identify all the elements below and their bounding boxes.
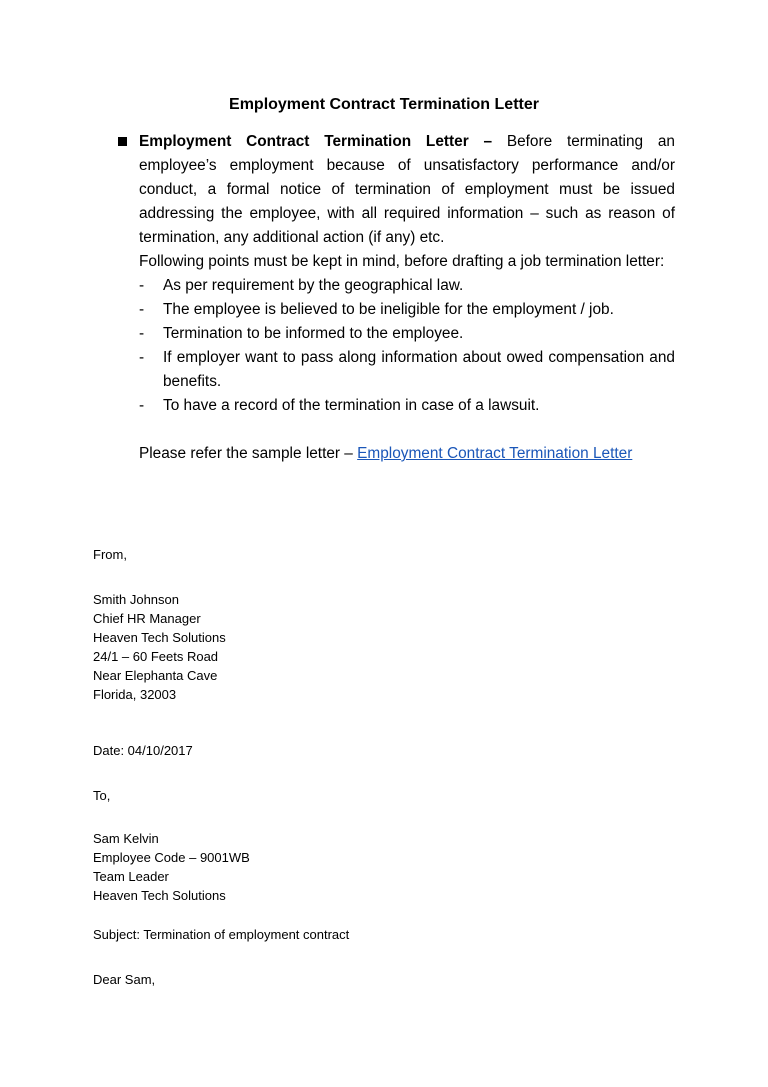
refer-text: Please refer the sample letter – — [139, 445, 358, 462]
letter-date: Date: 04/10/2017 — [93, 743, 193, 758]
point-text: To have a record of the termination in case of a lawsuit. — [163, 397, 540, 414]
dash-marker: - — [139, 277, 145, 294]
points-intro: Following points must be kept in mind, before drafting a job termination letter: — [139, 253, 665, 270]
from-label: From, — [93, 547, 127, 562]
list-item — [139, 346, 675, 394]
square-bullet-icon — [118, 137, 127, 146]
list-item — [139, 298, 675, 322]
point-text: As per requirement by the geographical law. — [163, 277, 464, 294]
recipient-code: Employee Code – 9001WB — [93, 850, 250, 865]
to-label: To, — [93, 788, 111, 803]
sample-letter-link[interactable]: Employment Contract Termination Letter — [357, 445, 633, 462]
recipient-title: Team Leader — [93, 869, 169, 884]
document-title: Employment Contract Termination Letter — [229, 96, 539, 113]
intro-paragraph — [139, 130, 675, 250]
recipient-name: Sam Kelvin — [93, 831, 159, 846]
intro-lead: Employment Contract Termination Letter – — [139, 133, 493, 150]
points-list — [139, 274, 675, 418]
recipient-address-block — [93, 829, 250, 905]
spacer — [139, 418, 675, 442]
dash-marker: - — [139, 325, 145, 342]
point-text: If employer want to pass along information about owed compensation and benefits. — [163, 349, 675, 390]
sender-name: Smith Johnson — [93, 592, 179, 607]
recipient-company: Heaven Tech Solutions — [93, 888, 226, 903]
letter-salutation: Dear Sam, — [93, 972, 156, 987]
point-text: The employee is believed to be ineligible for the employment / job. — [163, 301, 614, 318]
letter-subject: Subject: Termination of employment contract — [93, 927, 350, 942]
sender-address-line: 24/1 – 60 Feets Road — [93, 649, 219, 664]
sender-title: Chief HR Manager — [93, 611, 201, 626]
list-item — [139, 274, 675, 298]
refer-paragraph — [139, 442, 675, 466]
bullet-body — [139, 130, 675, 466]
sender-company: Heaven Tech Solutions — [93, 630, 226, 645]
dash-marker: - — [139, 397, 145, 414]
intro-text: Before terminating an employee’s employment because of unsatisfactory performance and/or conduct, a formal notice of termination of employment must be issued addressing the employee, with all required information – such as reason of termination, any additional action (if any) etc. — [139, 133, 675, 246]
sender-address-block — [93, 590, 226, 704]
dash-marker: - — [139, 301, 145, 318]
list-item — [139, 394, 675, 418]
point-text: Termination to be informed to the employee. — [163, 325, 464, 342]
dash-marker: - — [139, 349, 145, 366]
sender-address-line: Near Elephanta Cave — [93, 668, 218, 683]
list-item — [139, 322, 675, 346]
sender-address-line: Florida, 32003 — [93, 687, 177, 702]
